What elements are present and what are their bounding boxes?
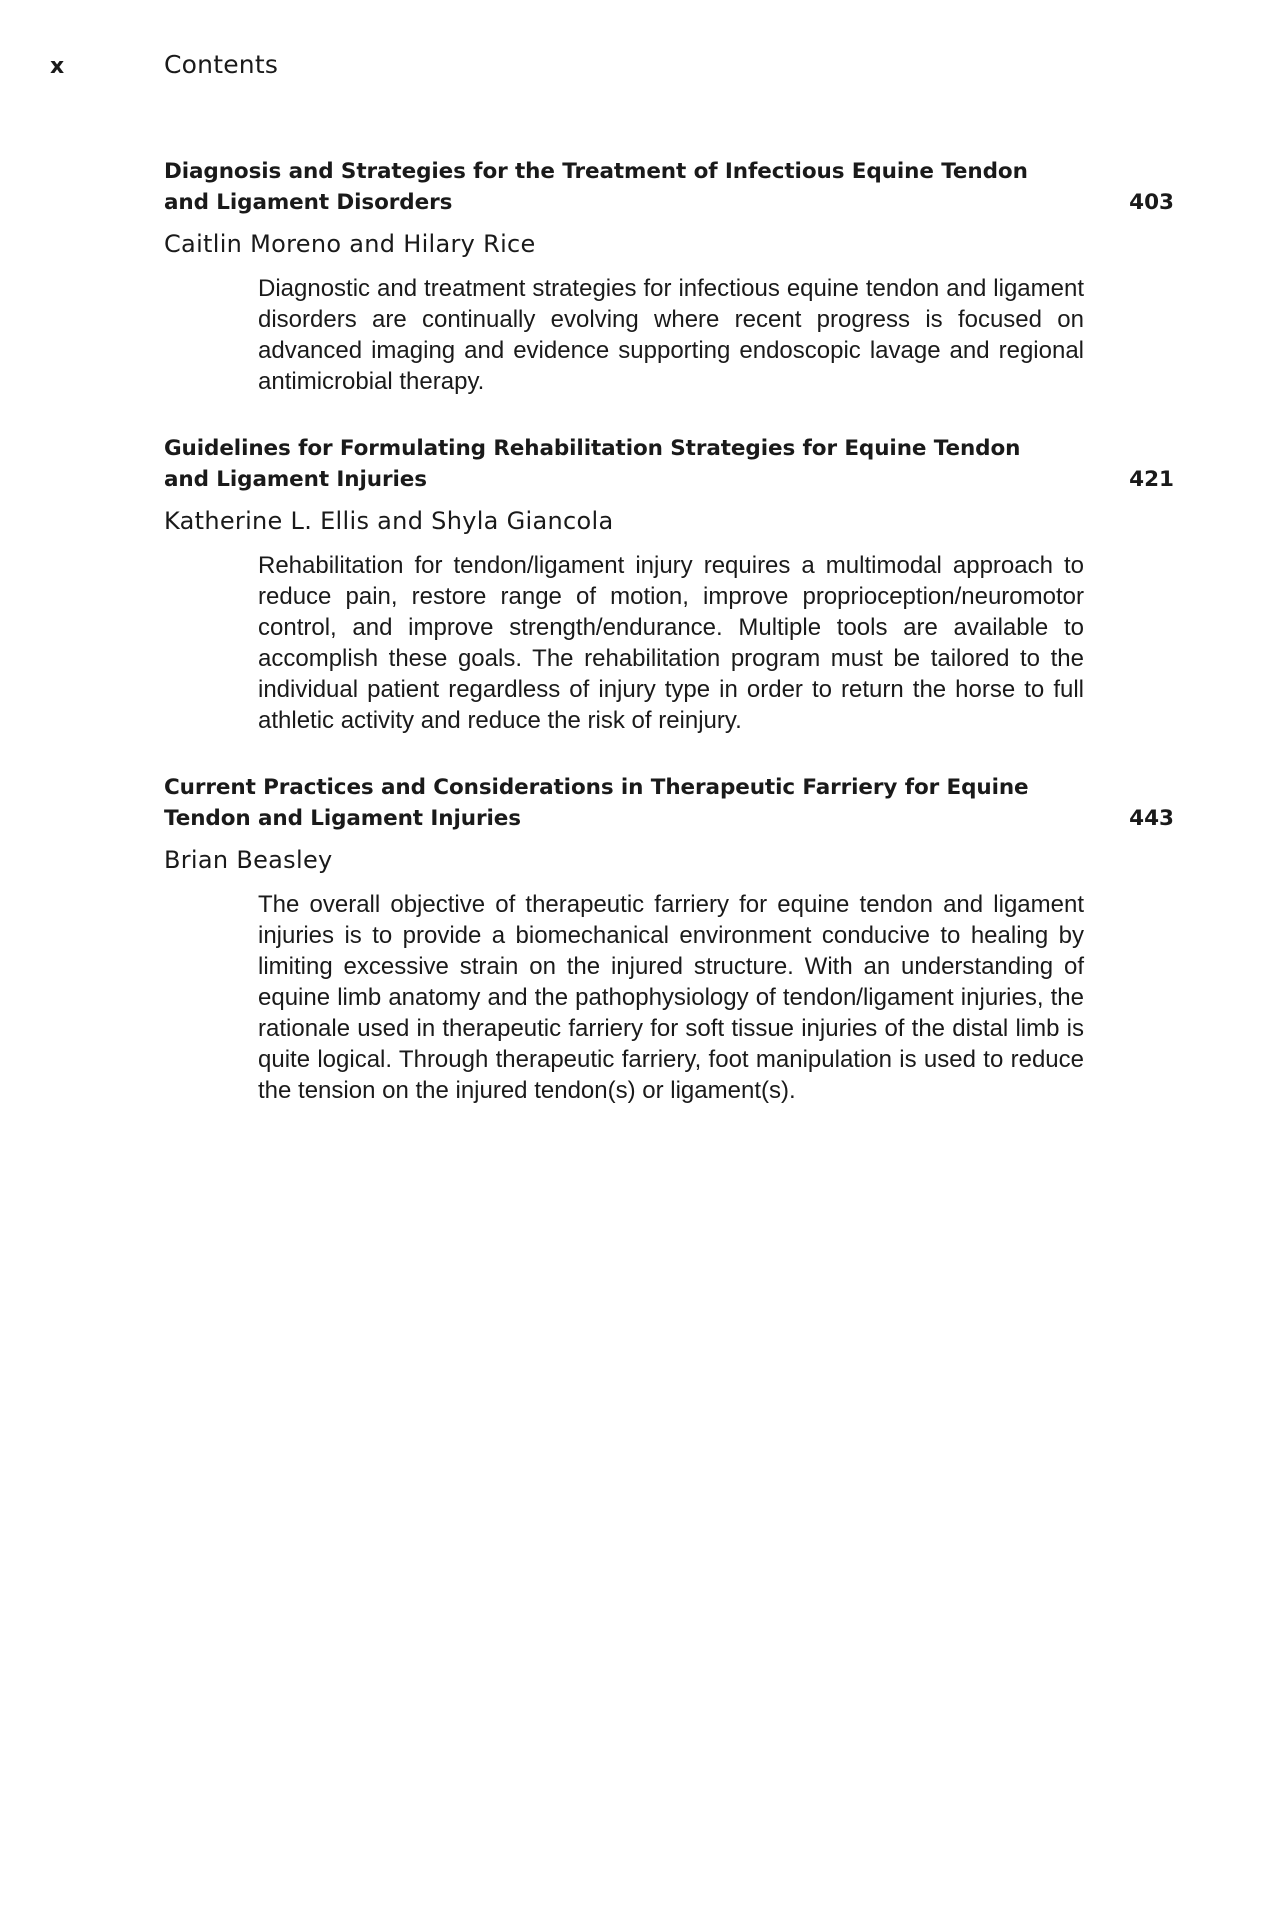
article-title[interactable]: Guidelines for Formulating Rehabilitation Strategies for Equine Tendon and Ligament Injuries: [164, 436, 1021, 492]
article-abstract: Rehabilitation for tendon/ligament injury requires a multimodal approach to reduce pain, restore range of motion, improve proprioception/neuromotor control, and improve strength/endurance. Multiple tools are available to accomplish these goals. The rehabilitation program must be tailored to the individual patient regardless of injury type in order to return the horse to full athletic activity and reduce the risk of reinjury.: [258, 552, 1084, 734]
article-authors: Katherine L. Ellis and Shyla Giancola: [164, 507, 614, 535]
toc-entry[interactable]: [164, 156, 1174, 397]
toc-entry[interactable]: [164, 772, 1174, 1106]
article-authors: Brian Beasley: [164, 846, 333, 874]
running-head: [50, 50, 1150, 90]
running-title: Contents: [164, 50, 279, 79]
article-authors: Caitlin Moreno and Hilary Rice: [164, 230, 536, 258]
table-of-contents: [164, 156, 1174, 1142]
article-abstract: The overall objective of therapeutic farriery for equine tendon and ligament injuries is to provide a biomechanical environment conducive to healing by limiting excessive strain on the injured structure. With an understanding of equine limb anatomy and the pathophysiology of tendon/ligament injuries, the rationale used in therapeutic farriery for soft tissue injuries of the distal limb is quite logical. Through therapeutic farriery, foot manipulation is used to reduce the tension on the injured tendon(s) or ligament(s).: [258, 891, 1084, 1104]
page-folio: x: [50, 54, 65, 79]
page-number[interactable]: 403: [1129, 190, 1174, 215]
page-number[interactable]: 443: [1129, 806, 1174, 831]
toc-entry[interactable]: [164, 433, 1174, 736]
article-abstract: Diagnostic and treatment strategies for infectious equine tendon and ligament disorders are continually evolving where recent progress is focused on advanced imaging and evidence supporting endoscopic lavage and regional antimicrobial therapy.: [258, 275, 1084, 395]
page-number[interactable]: 421: [1129, 467, 1174, 492]
article-title[interactable]: Current Practices and Considerations in Therapeutic Farriery for Equine Tendon and Ligament Injuries: [164, 775, 1029, 831]
article-title[interactable]: Diagnosis and Strategies for the Treatment of Infectious Equine Tendon and Ligament Disorders: [164, 159, 1028, 215]
